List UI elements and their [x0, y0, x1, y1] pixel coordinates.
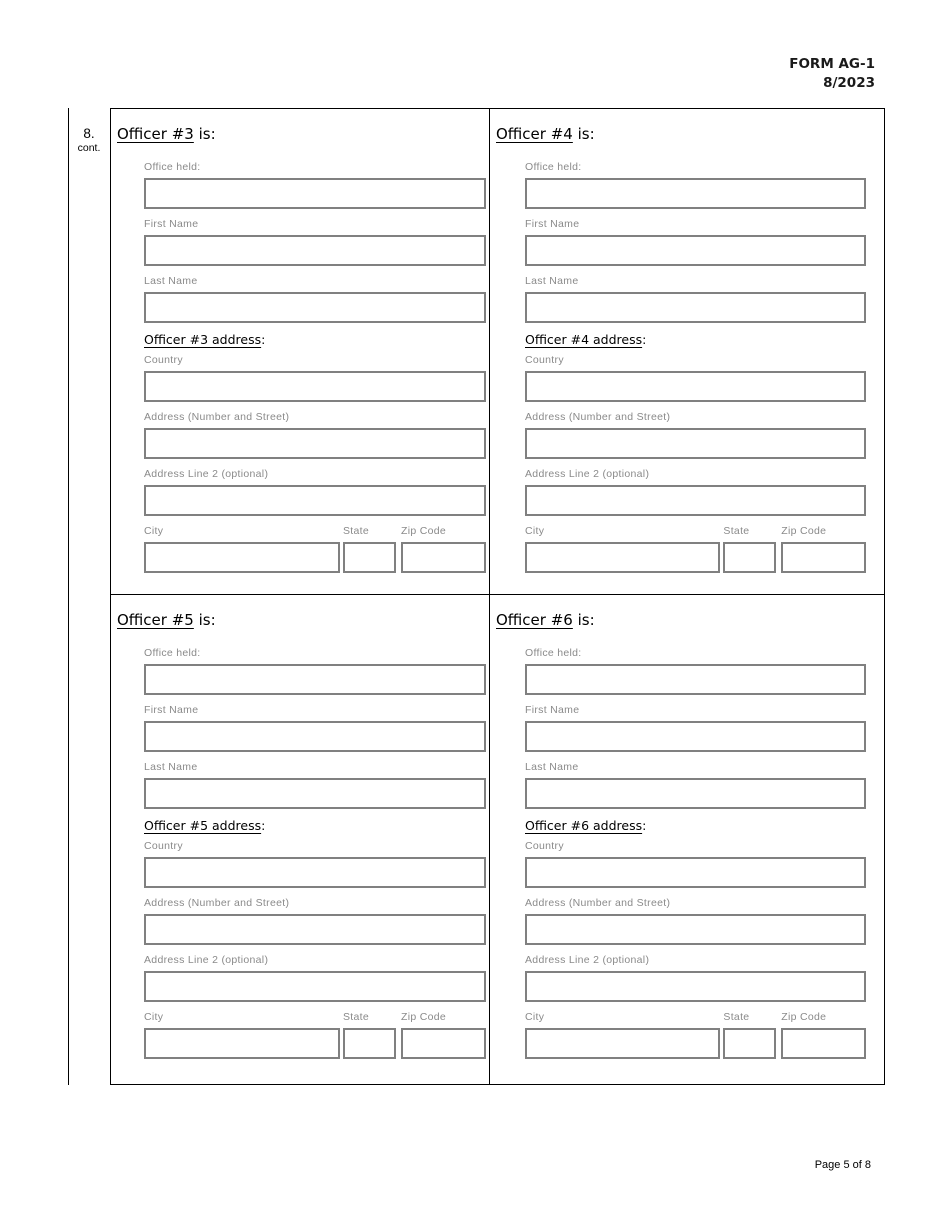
address-street-label: Address (Number and Street) — [144, 897, 290, 909]
officer-5-address-street-input[interactable] — [144, 914, 486, 945]
city-label: City — [144, 1011, 164, 1023]
officer-5-zip-input[interactable] — [401, 1028, 486, 1059]
officer-4-city-input[interactable] — [525, 542, 720, 573]
officers-grid — [110, 108, 885, 1085]
office-held-label: Office held: — [525, 161, 582, 173]
office-held-label: Office held: — [144, 161, 201, 173]
city-label: City — [144, 525, 164, 537]
officer-6-address-line2-input[interactable] — [525, 971, 866, 1002]
officer-6-address-street-input[interactable] — [525, 914, 866, 945]
officer-4-last-name-input[interactable] — [525, 292, 866, 323]
officer-5-country-input[interactable] — [144, 857, 486, 888]
officer-5-address-heading-colon: : — [261, 818, 266, 833]
officer-6-block — [490, 595, 884, 1084]
officer-3-city-field — [144, 525, 340, 573]
officer-3-address-street-input[interactable] — [144, 428, 486, 459]
officer-5-address-line2-field — [144, 954, 486, 1002]
form-revision-date: 8/2023 — [823, 75, 875, 91]
officer-6-zip-input[interactable] — [781, 1028, 866, 1059]
officer-3-country-input[interactable] — [144, 371, 486, 402]
officer-6-state-input[interactable] — [723, 1028, 776, 1059]
officer-4-address-heading-colon: : — [642, 332, 647, 347]
officer-3-address-heading — [144, 332, 486, 347]
last-name-label: Last Name — [144, 275, 198, 287]
officer-4-address-heading-name: Officer #4 address — [525, 332, 643, 347]
officer-6-city-input[interactable] — [525, 1028, 720, 1059]
officer-4-country-input[interactable] — [525, 371, 866, 402]
officer-6-heading-name: Officer #6 — [496, 611, 573, 629]
officer-6-address-line2-field — [525, 954, 866, 1002]
form-title: FORM AG-1 — [789, 56, 875, 72]
officer-5-city-state-zip-row — [144, 1011, 486, 1059]
zip-code-label: Zip Code — [401, 525, 447, 537]
officer-4-city-state-zip-row — [525, 525, 866, 573]
state-label: State — [723, 525, 750, 537]
officer-4-heading-name: Officer #4 — [496, 125, 573, 143]
last-name-label: Last Name — [525, 275, 579, 287]
officer-6-country-input[interactable] — [525, 857, 866, 888]
office-held-label: Office held: — [144, 647, 201, 659]
city-label: City — [525, 1011, 545, 1023]
officer-5-country-field — [144, 840, 486, 888]
officer-6-last-name-field — [525, 761, 866, 809]
last-name-label: Last Name — [144, 761, 198, 773]
officer-3-zip-input[interactable] — [401, 542, 486, 573]
officer-4-heading — [496, 125, 884, 143]
address-line2-label: Address Line 2 (optional) — [525, 468, 650, 480]
officer-3-fields — [144, 161, 486, 573]
officer-3-heading-name: Officer #3 — [117, 125, 194, 143]
page-footer: Page 5 of 8 — [814, 1159, 871, 1171]
officer-3-office-held-field — [144, 161, 486, 209]
officer-4-state-input[interactable] — [723, 542, 776, 573]
officer-5-city-input[interactable] — [144, 1028, 340, 1059]
officer-4-office-held-field — [525, 161, 866, 209]
officer-4-office-held-input[interactable] — [525, 178, 866, 209]
first-name-label: First Name — [144, 218, 199, 230]
officer-5-address-heading — [144, 818, 486, 833]
officer-4-address-street-input[interactable] — [525, 428, 866, 459]
officer-3-last-name-field — [144, 275, 486, 323]
officer-4-country-field — [525, 354, 866, 402]
office-held-label: Office held: — [525, 647, 582, 659]
officer-3-first-name-input[interactable] — [144, 235, 486, 266]
officer-6-country-field — [525, 840, 866, 888]
officer-3-city-state-zip-row — [144, 525, 486, 573]
officer-6-city-field — [525, 1011, 720, 1059]
officer-5-first-name-field — [144, 704, 486, 752]
officer-3-state-field — [343, 525, 396, 573]
officer-3-state-input[interactable] — [343, 542, 396, 573]
officer-4-block — [490, 109, 884, 595]
last-name-label: Last Name — [525, 761, 579, 773]
officer-3-office-held-input[interactable] — [144, 178, 486, 209]
officer-4-first-name-input[interactable] — [525, 235, 866, 266]
officer-6-last-name-input[interactable] — [525, 778, 866, 809]
officer-5-heading — [117, 611, 489, 629]
address-street-label: Address (Number and Street) — [525, 897, 671, 909]
officer-6-heading-suffix: is: — [572, 611, 595, 629]
country-label: Country — [144, 840, 183, 852]
officer-4-zip-field — [781, 525, 866, 573]
zip-code-label: Zip Code — [401, 1011, 447, 1023]
officer-6-address-heading — [525, 818, 866, 833]
officer-6-office-held-field — [525, 647, 866, 695]
officer-3-address-street-field — [144, 411, 486, 459]
officer-3-address-line2-field — [144, 468, 486, 516]
officer-4-zip-input[interactable] — [781, 542, 866, 573]
address-line2-label: Address Line 2 (optional) — [144, 954, 269, 966]
officer-3-heading-suffix: is: — [193, 125, 216, 143]
officer-6-first-name-field — [525, 704, 866, 752]
officer-3-country-field — [144, 354, 486, 402]
officer-6-city-state-zip-row — [525, 1011, 866, 1059]
officer-5-block — [111, 595, 490, 1084]
section-rail-line — [68, 108, 69, 1085]
zip-code-label: Zip Code — [781, 525, 827, 537]
officer-5-first-name-input[interactable] — [144, 721, 486, 752]
officer-5-state-input[interactable] — [343, 1028, 396, 1059]
state-label: State — [343, 525, 370, 537]
officer-3-zip-field — [401, 525, 486, 573]
state-label: State — [343, 1011, 370, 1023]
country-label: Country — [525, 840, 564, 852]
officer-4-last-name-field — [525, 275, 866, 323]
officer-5-office-held-field — [144, 647, 486, 695]
address-line2-label: Address Line 2 (optional) — [525, 954, 650, 966]
officer-4-state-field — [723, 525, 776, 573]
officer-3-heading — [117, 125, 489, 143]
officer-6-office-held-input[interactable] — [525, 664, 866, 695]
officer-6-address-street-field — [525, 897, 866, 945]
officer-5-address-street-field — [144, 897, 486, 945]
officer-5-office-held-input[interactable] — [144, 664, 486, 695]
officer-6-fields — [525, 647, 866, 1059]
officer-3-address-line2-input[interactable] — [144, 485, 486, 516]
officer-3-first-name-field — [144, 218, 486, 266]
officer-5-last-name-field — [144, 761, 486, 809]
first-name-label: First Name — [144, 704, 199, 716]
first-name-label: First Name — [525, 218, 580, 230]
officer-3-block — [111, 109, 490, 595]
officer-6-heading — [496, 611, 884, 629]
officer-6-address-heading-colon: : — [642, 818, 647, 833]
section-marker — [68, 126, 110, 155]
officer-6-zip-field — [781, 1011, 866, 1059]
officer-4-address-street-field — [525, 411, 866, 459]
officer-4-address-heading — [525, 332, 866, 347]
officer-3-address-heading-name: Officer #3 address — [144, 332, 262, 347]
officer-3-city-input[interactable] — [144, 542, 340, 573]
officer-4-address-line2-field — [525, 468, 866, 516]
officer-5-fields — [144, 647, 486, 1059]
officer-4-heading-suffix: is: — [572, 125, 595, 143]
officer-4-first-name-field — [525, 218, 866, 266]
first-name-label: First Name — [525, 704, 580, 716]
section-continued-label: cont. — [77, 142, 101, 154]
officer-5-state-field — [343, 1011, 396, 1059]
officer-6-state-field — [723, 1011, 776, 1059]
officer-5-address-heading-name: Officer #5 address — [144, 818, 262, 833]
address-street-label: Address (Number and Street) — [525, 411, 671, 423]
city-label: City — [525, 525, 545, 537]
country-label: Country — [144, 354, 183, 366]
zip-code-label: Zip Code — [781, 1011, 827, 1023]
officer-3-address-heading-colon: : — [261, 332, 266, 347]
officer-5-address-line2-input[interactable] — [144, 971, 486, 1002]
address-line2-label: Address Line 2 (optional) — [144, 468, 269, 480]
country-label: Country — [525, 354, 564, 366]
section-number: 8. — [83, 126, 95, 141]
officer-5-heading-name: Officer #5 — [117, 611, 194, 629]
officer-4-fields — [525, 161, 866, 573]
officer-5-last-name-input[interactable] — [144, 778, 486, 809]
officer-4-address-line2-input[interactable] — [525, 485, 866, 516]
state-label: State — [723, 1011, 750, 1023]
officer-5-zip-field — [401, 1011, 486, 1059]
officer-6-first-name-input[interactable] — [525, 721, 866, 752]
officer-6-address-heading-name: Officer #6 address — [525, 818, 643, 833]
officer-5-city-field — [144, 1011, 340, 1059]
officer-5-heading-suffix: is: — [193, 611, 216, 629]
officer-3-last-name-input[interactable] — [144, 292, 486, 323]
officer-4-city-field — [525, 525, 720, 573]
form-header — [789, 55, 875, 93]
address-street-label: Address (Number and Street) — [144, 411, 290, 423]
